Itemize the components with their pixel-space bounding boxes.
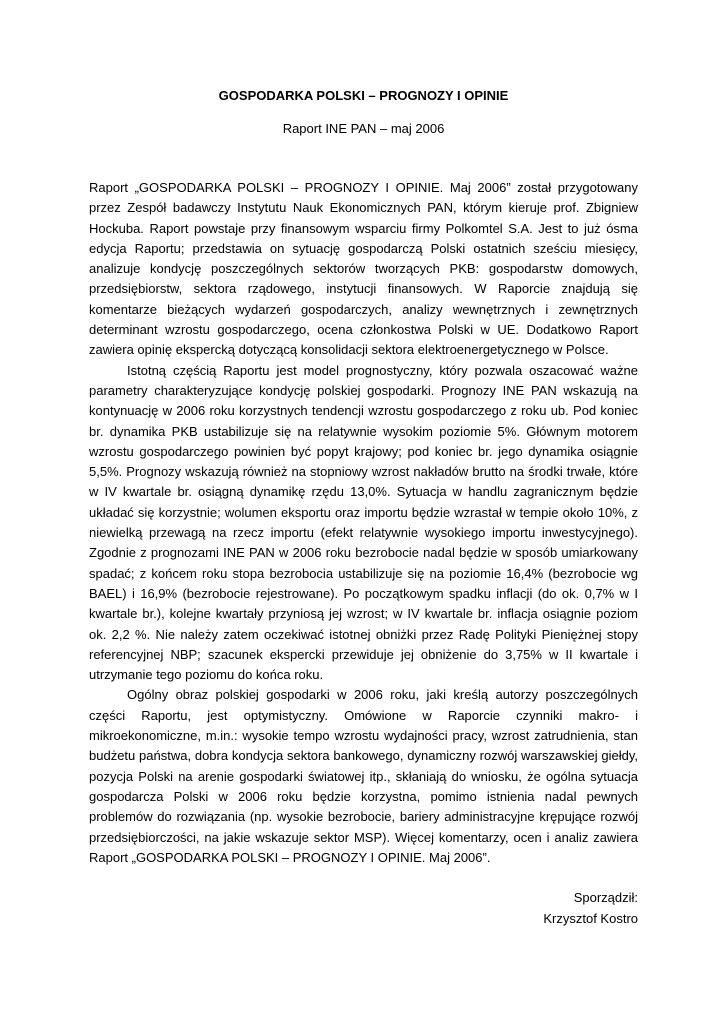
paragraph-intro: Raport „GOSPODARKA POLSKI – PROGNOZY I OPINIE. Maj 2006” został przygotowany przez Zespół badawczy Instytutu Nauk Ekonomicznych PAN, którym kieruje prof. Zbigniew Hockuba. Raport powstaje przy finansowym wsparciu firmy Polkomtel S.A. Jest to już ósma edycja Raportu; przedstawia on sytuację gospodarczą Polski ostatnich sześciu miesięcy, analizuje kondycję poszczególnych sektorów tworzących PKB: gospodarstw domowych, przedsiębiorstw, sektora rządowego, instytucji finansowych. W Raporcie znajdują się komentarze bieżących wydarzeń gospodarczych, analizy wewnętrznych i zewnętrznych determinant wzrostu gospodarczego, ocena członkostwa Polski w UE. Dodatkowo Raport zawiera opinię ekspercką dotyczącą konsolidacji sektora elektroenergetycznego w Polsce. (89, 180, 638, 358)
paragraph-forecast: Istotną częścią Raportu jest model prognostyczny, który pozwala oszacować ważne parametry charakteryzujące kondycję polskiej gospodarki. Prognozy INE PAN wskazują na kontynuację w 2006 roku korzystnych tendencji wzrostu gospodarczego z roku ub. Pod koniec br. dynamika PKB ustabilizuje się na relatywnie wysokim poziomie 5%. Głównym motorem wzrostu gospodarczego powinien być popyt krajowy; pod koniec br. jego dynamika osiągnie 5,5%. Prognozy wskazują również na stopniowy wzrost nakładów brutto na środki trwałe, które w IV kwartale br. osiągną dynamikę rzędu 13,0%. Sytuacja w handlu zagranicznym będzie układać się korzystnie; wolumen eksportu oraz importu będzie wzrastał w tempie około 10%, z niewielką przewagą na rzecz importu (efekt relatywnie wysokiego importu inwestycyjnego). Zgodnie z prognozami INE PAN w 2006 roku bezrobocie nadal będzie w sposób umiarkowany spadać; z końcem roku stopa bezrobocia ustabilizuje się na poziomie 16,4% (bezrobocie wg BAEL) i 16,9% (bezrobocie rejestrowane). Po początkowym spadku inflacji (do ok. 0,7% w I kwartale br.), kolejne kwartały przyniosą jej wzrost; w IV kwartale br. inflacja osiągnie poziom ok. 2,2 %. Nie należy zatem oczekiwać istotnej obniżki przez Radę Polityki Pieniężnej stopy referencyjnej NBP; szacunek ekspercki przewiduje jej obniżenie do 3,75% w II kwartale i utrzymanie tego poziomu do końca roku. (89, 362, 638, 683)
signature-name: Krzysztof Kostro (543, 910, 638, 926)
document-page (89, 88, 638, 929)
paragraph-summary: Ogólny obraz polskiej gospodarki w 2006 roku, jaki kreślą autorzy poszczególnych części Raportu, jest optymistyczny. Omówione w Raporcie czynniki makro- i mikroekonomiczne, m.in.: wysokie tempo wzrostu wydajności pracy, wzrost zatrudnienia, stan budżetu państwa, dobra kondycja sektora bankowego, dynamiczny rozwój warszawskiej giełdy, pozycja Polski na arenie gospodarki światowej itp., skłaniają do wniosku, że ogólna sytuacja gospodarcza Polski w 2006 roku będzie korzystna, pomimo istnienia nadal pewnych problemów do rozwiązania (np. wysokie bezrobocie, bariery administracyjne krępujące rozwój przedsiębiorczości, na jakie wskazuje sektor MSP). Więcej komentarzy, ocen i analiz zawiera Raport „GOSPODARKA POLSKI – PROGNOZY I OPINIE. Maj 2006”. (89, 687, 638, 865)
signature-label: Sporządził: (573, 890, 638, 906)
document-title: GOSPODARKA POLSKI – PROGNOZY I OPINIE (218, 88, 509, 103)
signature-block (89, 888, 638, 929)
document-subtitle: Raport INE PAN – maj 2006 (282, 121, 445, 136)
document-body (89, 178, 638, 868)
